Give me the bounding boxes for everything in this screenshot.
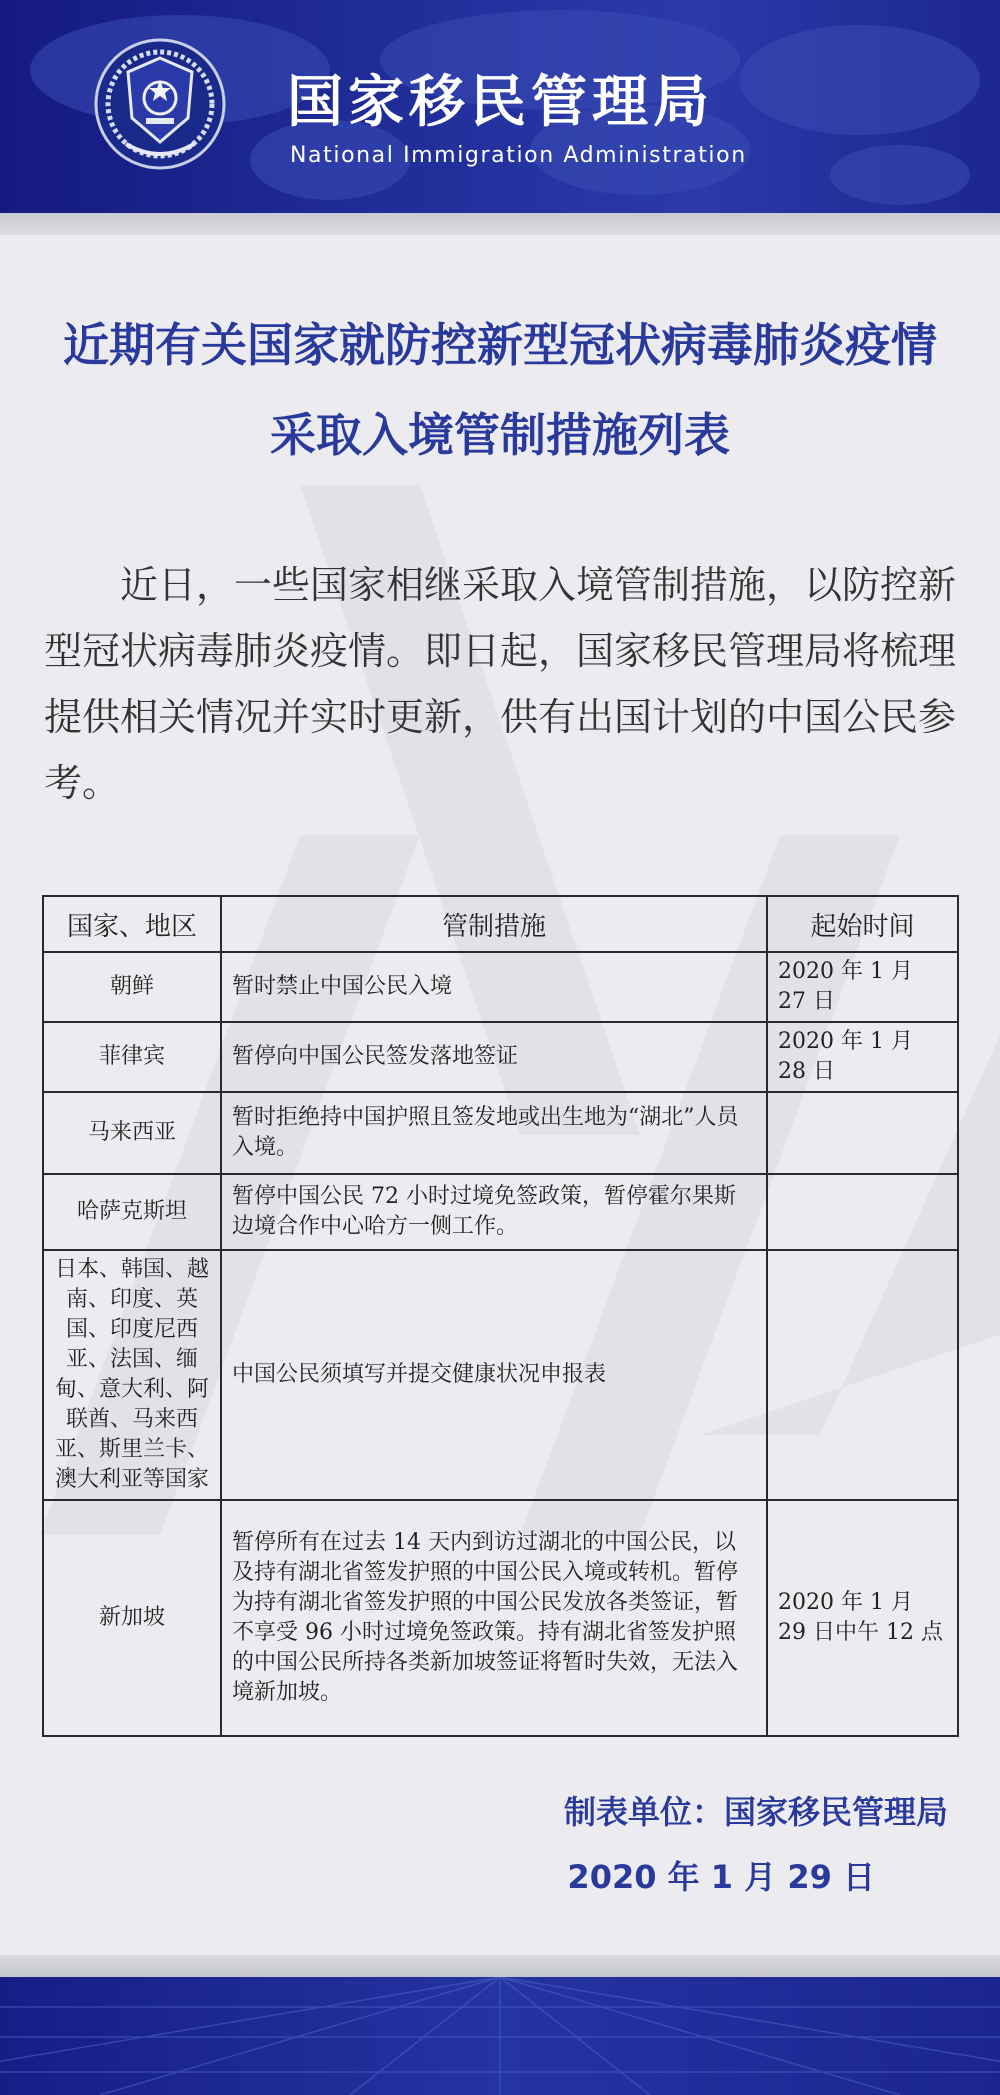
row-country: 日本、韩国、越南、印度、英国、印度尼西亚、法国、缅甸、意大利、阿联酋、马来西亚、斯里兰卡、澳大利亚等国家: [43, 1250, 221, 1500]
header-date: 起始时间: [767, 896, 958, 952]
table-row: [43, 1500, 958, 1736]
bottom-divider: [0, 1955, 1000, 1977]
header-banner: [0, 0, 1000, 213]
table-row: [43, 1174, 958, 1250]
table-row: [43, 1022, 958, 1092]
header-divider: [0, 213, 1000, 235]
row-date: [767, 1174, 958, 1250]
row-measure: 暂停中国公民 72 小时过境免签政策，暂停霍尔果斯边境合作中心哈方一侧工作。: [221, 1174, 767, 1250]
row-measure: 暂停所有在过去 14 天内到访过湖北的中国公民，以及持有湖北省签发护照的中国公民入境或转机。暂停为持有湖北省签发护照的中国公民发放各类签证，暂不享受 96 小时过境免签政策。持有湖北省签发护照的中国公民所持各类新加坡签证将暂时失效，无法入境新加坡。: [221, 1500, 767, 1736]
row-country: 马来西亚: [43, 1092, 221, 1174]
row-date: 2020 年 1 月 28 日: [767, 1022, 958, 1092]
intro-paragraph: 近日，一些国家相继采取入境管制措施，以防控新型冠状病毒肺炎疫情。即日起，国家移民管理局将梳理提供相关情况并实时更新，供有出国计划的中国公民参考。: [44, 563, 957, 805]
table-author: 制表单位：国家移民管理局: [563, 1793, 948, 1831]
header-measure: 管制措施: [221, 896, 767, 952]
row-date: [767, 1092, 958, 1174]
org-name-cn: 国家移民管理局: [287, 70, 714, 135]
table-row: [43, 1092, 958, 1174]
org-name-en: National Immigration Administration: [290, 143, 747, 168]
row-country: 菲律宾: [43, 1022, 221, 1092]
row-date: 2020 年 1 月 27 日: [767, 952, 958, 1022]
table-date: 2020 年 1 月 29 日: [567, 1858, 875, 1896]
title-line-2: 采取入境管制措施列表: [270, 408, 730, 462]
row-measure: 中国公民须填写并提交健康状况申报表: [221, 1250, 767, 1500]
row-country: 哈萨克斯坦: [43, 1174, 221, 1250]
row-date: 2020 年 1 月 29 日中午 12 点: [767, 1500, 958, 1736]
bottom-banner: [0, 1977, 1000, 2095]
row-measure: 暂停向中国公民签发落地签证: [221, 1022, 767, 1092]
grid-floor-decoration: [0, 1977, 1000, 2095]
row-measure: 暂时拒绝持中国护照且签发地或出生地为“湖北”人员入境。: [221, 1092, 767, 1174]
header-country: 国家、地区: [43, 896, 221, 952]
table-row: [43, 952, 958, 1022]
entry-control-table: [42, 895, 959, 1737]
title-line-1: 近期有关国家就防控新型冠状病毒肺炎疫情: [63, 318, 937, 372]
row-country: 新加坡: [43, 1500, 221, 1736]
table-row: [43, 1250, 958, 1500]
page-title: [30, 300, 970, 480]
row-date: [767, 1250, 958, 1500]
police-emblem-icon: [92, 36, 228, 172]
row-country: 朝鲜: [43, 952, 221, 1022]
row-measure: 暂时禁止中国公民入境: [221, 952, 767, 1022]
table-header-row: [43, 896, 958, 952]
